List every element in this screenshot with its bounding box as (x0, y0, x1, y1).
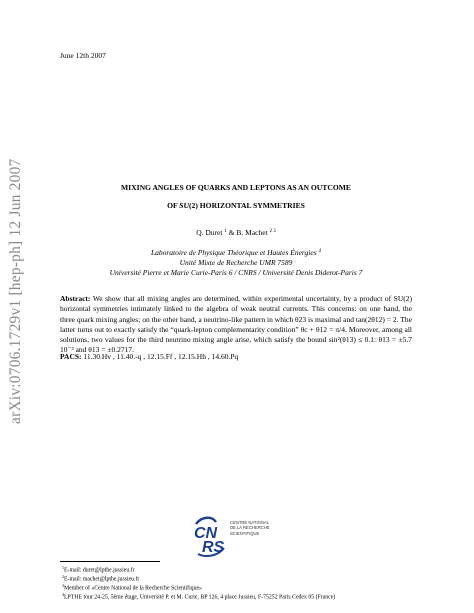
footnote-rule (60, 561, 160, 562)
footnote-text: LPTHE tour 24-25, 5ème étage, Université P. et M. Curie, BP 126, 4 place Jussieu, F-75252 Paris Cedex 05 (France) (64, 594, 336, 601)
title-su: SU (179, 201, 189, 210)
title-prefix: OF (167, 201, 180, 210)
footnote-number: 2 (62, 574, 64, 579)
cnrs-logo-text-line-3: SCIENTIFIQUE (230, 530, 260, 536)
author-1: Q. Duret (196, 228, 223, 237)
footnote-number: 4 (62, 592, 64, 597)
footnote-text: E-mail: duret@lpthe.jussieu.fr (64, 567, 135, 574)
cnrs-logo-text (230, 520, 270, 536)
cnrs-logo-text-line-2: DE LA RECHERCHE (230, 525, 270, 531)
affiliation-line-3: Université Pierre et Marie Curie-Paris 6 / CNRS / Université Denis Diderot-Paris 7 (109, 268, 363, 277)
affiliation-lab: Laboratoire de Physique Théorique et Hautes Énergies (150, 248, 317, 257)
affiliation-line-2: Unité Mixte de Recherche UMR 7589 (179, 258, 293, 267)
title-line-2 (60, 201, 412, 210)
abstract-label: Abstract: (60, 294, 91, 303)
svg-text:RS: RS (202, 539, 225, 556)
pacs-codes: 11.30.Hv , 11.40.-q , 12.15.Ff , 12.15.Hh , 14.60.Pq (83, 352, 239, 361)
cnrs-logo-text-line-1: CENTRE NATIONAL (230, 520, 270, 525)
pacs-label: PACS: (60, 352, 82, 361)
title-line-1: MIXING ANGLES OF QUARKS AND LEPTONS AS AN OUTCOME (121, 183, 351, 192)
footnote-number: 1 (62, 565, 64, 570)
author-2: B. Machet (236, 228, 268, 237)
footnote-number: 3 (62, 583, 64, 588)
affiliation-footnote-mark: 4 (318, 249, 322, 254)
title-suffix: (2) HORIZONTAL SYMMETRIES (189, 201, 305, 210)
author-2-footnote-mark: 2 3 (269, 229, 276, 234)
pacs (60, 352, 238, 361)
authors (60, 228, 412, 237)
svg-text:CN: CN (194, 525, 218, 542)
footnote-text: Member of «Centre National de la Recherche Scientifique» (64, 585, 202, 592)
affiliation-line-1 (60, 248, 412, 257)
abstract (60, 294, 412, 356)
date-line: June 12th 2007 (60, 51, 106, 60)
footnote-3 (62, 583, 202, 592)
footnote-1 (62, 565, 135, 574)
arxiv-stamp: arXiv:0706.1729v1 [hep-ph] 12 Jun 2007 (7, 158, 24, 424)
author-1-footnote-mark: 1 (224, 229, 227, 234)
footnote-text: E-mail: machet@lpthe.jussieu.fr (64, 576, 140, 583)
abstract-text: We show that all mixing angles are determined, within experimental uncertainty, by a product of SU(2) horizontal symmetries intimately linked to the algebra of weak neutral currents. This concerns: on one hand, the three quark mixing angles; on the other hand, a neutrino-like pattern in which θ23 is maximal and tan(2θ12) = 2. The latter turns out to exactly satisfy the “quark-lepton complementarity condition” θc + θ12 = π/4. Moreover, among all solutions, two values for the third neutrino mixing angle arise, which satisfy the bound sin²(θ13) ≤ 0.1: θ13 = ±5.7 10⁻³ and θ13 = ±0.2717. (60, 294, 412, 355)
cnrs-logo-mark (194, 518, 225, 556)
footnote-2 (62, 574, 139, 583)
footnote-4 (62, 592, 335, 601)
author-separator: & (226, 228, 237, 237)
